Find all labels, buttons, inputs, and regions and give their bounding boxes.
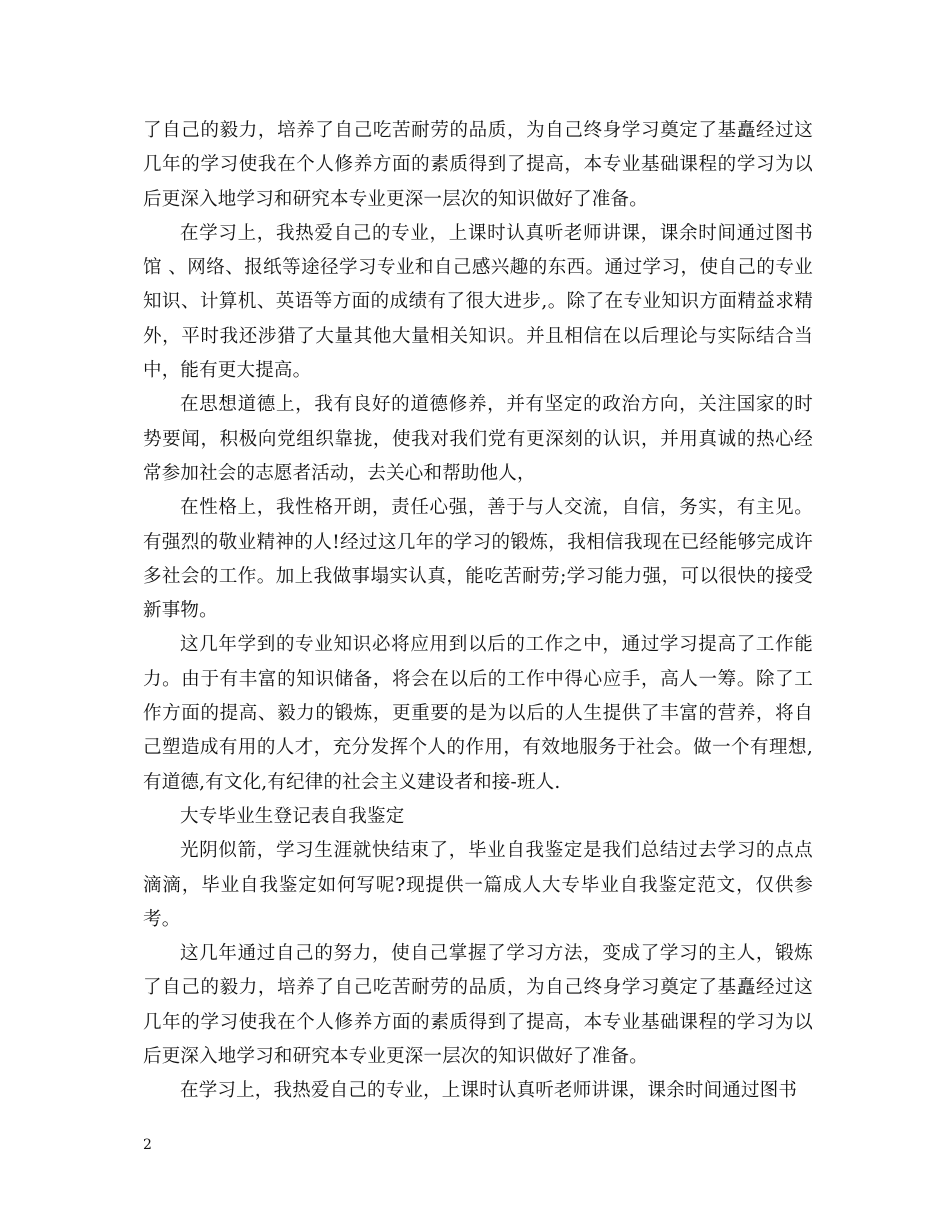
paragraph-effort: 这几年通过自己的努力，使自己掌握了学习方法，变成了学习的主人，锻炼了自己的毅力，培养了自己吃苦耐劳的品质，为自己终身学习奠定了基矗经过这几年的学习使我在个人修养方面的素质得到了提高，本专业基础课程的学习为以后更深入地学习和研究本专业更深一层次的知识做好了准备。 bbox=[143, 943, 813, 1068]
paragraph-intro: 光阴似箭，学习生涯就快结束了，毕业自我鉴定是我们总结过去学习的点点滴滴，毕业自我鉴定如何写呢?现提供一篇成人大专毕业自我鉴定范文，仅供参考。 bbox=[143, 840, 813, 930]
document-body bbox=[143, 114, 813, 1109]
paragraph-morality: 在思想道德上，我有良好的道德修养，并有坚定的政治方向，关注国家的时势要闻，积极向党组织靠拢，使我对我们党有更深刻的认识，并用真诚的热心经常参加社会的志愿者活动，去关心和帮助他人， bbox=[143, 394, 813, 484]
paragraph-study-repeat: 在学习上，我热爱自己的专业，上课时认真听老师讲课，课余时间通过图书 bbox=[180, 1080, 798, 1102]
paragraph-study: 在学习上，我热爱自己的专业，上课时认真听老师讲课，课余时间通过图书馆 、网络、报纸等途径学习专业和自己感兴趣的东西。通过学习，使自己的专业知识、计算机、英语等方面的成绩有了很大进步,。除了在专业知识方面精益求精外，平时我还涉猎了大量其他大量相关知识。并且相信在以后理论与实际结合当中，能有更大提高。 bbox=[143, 222, 813, 382]
section-heading: 大专毕业生登记表自我鉴定 bbox=[180, 805, 405, 827]
page-number: 2 bbox=[143, 1137, 152, 1153]
paragraph-career: 这几年学到的专业知识必将应用到以后的工作之中，通过学习提高了工作能力。由于有丰富的知识储备，将会在以后的工作中得心应手，高人一筹。除了工作方面的提高、毅力的锻炼，更重要的是为以后的人生提供了丰富的营养，将自己塑造成有用的人才，充分发挥个人的作用，有效地服务于社会。做一个有理想,有道德,有文化,有纪律的社会主义建设者和接-班人. bbox=[143, 634, 813, 793]
paragraph-continuation: 了自己的毅力，培养了自己吃苦耐劳的品质，为自己终身学习奠定了基矗经过这几年的学习使我在个人修养方面的素质得到了提高，本专业基础课程的学习为以后更深入地学习和研究本专业更深一层次的知识做好了准备。 bbox=[143, 120, 813, 210]
paragraph-personality: 在性格上，我性格开朗，责任心强，善于与人交流，自信，务实，有主见。有强烈的敬业精神的人!经过这几年的学习的锻炼，我相信我现在已经能够完成许多社会的工作。加上我做事塌实认真，能吃苦耐劳;学习能力强，可以很快的接受新事物。 bbox=[143, 497, 813, 622]
